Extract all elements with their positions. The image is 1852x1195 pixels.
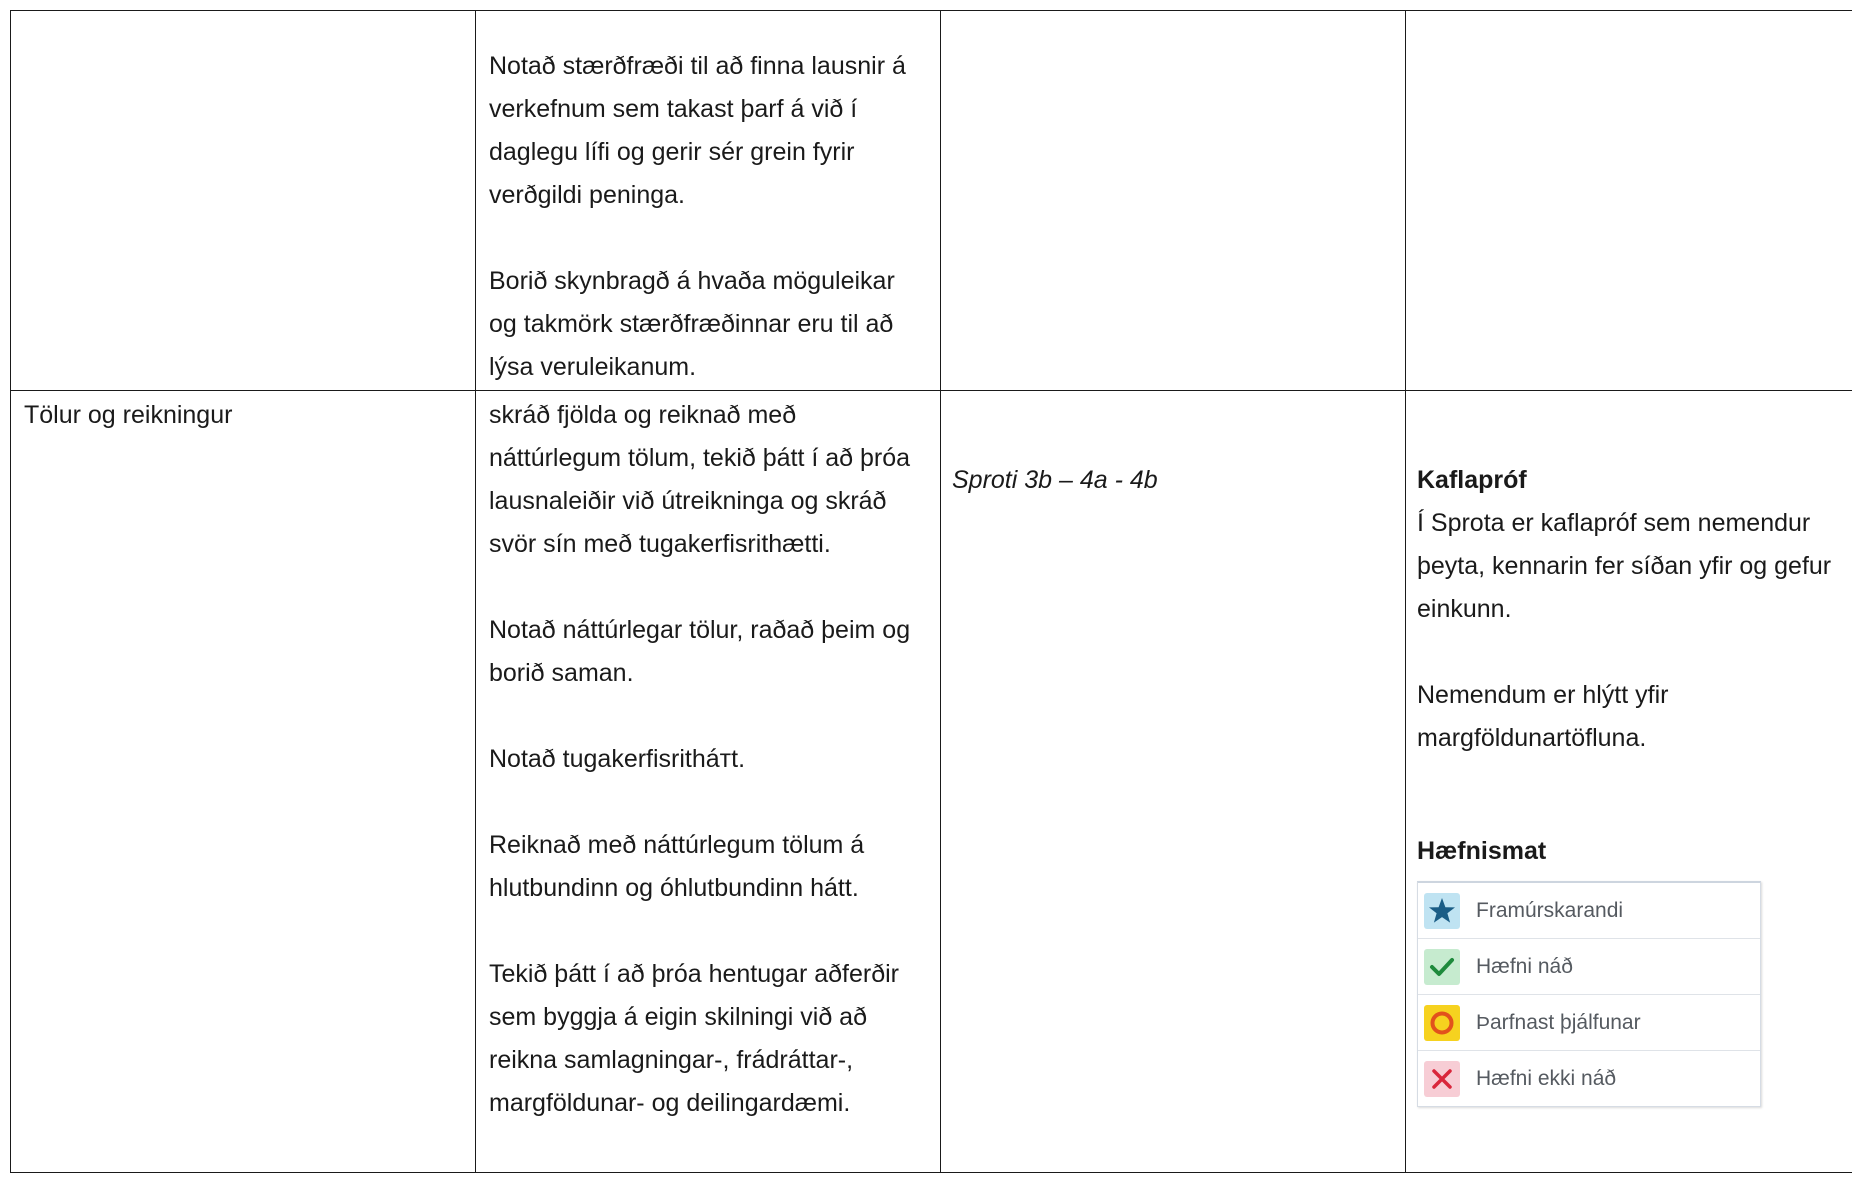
goal-paragraph: Tekið þátt í að þróa hentugar aðferðir sem byggja á eigin skilningi við að reikna samlagningar-, frádráttar-, margföldunar- og deilingardæmi.	[489, 960, 899, 1117]
competency-heading: Hæfnismat	[1417, 837, 1547, 865]
legend-item	[1418, 1051, 1760, 1106]
check-icon	[1424, 949, 1460, 985]
row2-goals-cell	[476, 391, 941, 1173]
table-row	[11, 11, 1852, 391]
assessment-heading: Kaflapróf	[1417, 466, 1527, 494]
legend-label: Framúrskarandi	[1476, 898, 1624, 922]
legend-item	[1418, 883, 1760, 939]
goal-paragraph: Notað tugakerfisritháтt.	[489, 745, 746, 773]
row2-area-cell	[11, 391, 476, 1173]
competency-legend	[1417, 881, 1761, 1107]
legend-item	[1418, 939, 1760, 995]
row1-goals-cell	[476, 11, 941, 391]
legend-label: Þarfnast þjálfunar	[1476, 1010, 1641, 1034]
row1-assessment-cell	[1406, 11, 1852, 391]
goal-paragraph: Notað stærðfræði til að finna lausnir á verkefnum sem takast þarf á við í daglegu lífi og gerir sér grein fyrir verðgildi peninga.	[489, 52, 906, 209]
legend-label: Hæfni ekki náð	[1476, 1066, 1617, 1090]
row2-material-cell	[941, 391, 1406, 1173]
star-icon	[1424, 893, 1460, 929]
cross-icon	[1424, 1061, 1460, 1097]
table-row	[11, 391, 1852, 1173]
assessment-text: Nemendum er hlýtt yfir margföldunartöfluna.	[1417, 681, 1669, 752]
row1-material-cell	[941, 11, 1406, 391]
material-reference: Sproti 3b – 4a - 4b	[952, 466, 1158, 494]
circle-icon	[1424, 1005, 1460, 1041]
goal-paragraph: Borið skynbragð á hvaða möguleikar og takmörk stærðfræðinnar eru til að lýsa veruleikanum.	[489, 267, 895, 381]
goal-paragraph: Reiknað með náttúrlegum tölum á hlutbundinn og óhlutbundinn hátt.	[489, 831, 865, 902]
goal-paragraph: Notað náttúrlegar tölur, raðað þeim og borið saman.	[489, 616, 911, 687]
row2-assessment-cell	[1406, 391, 1852, 1173]
goal-paragraph: skráð fjölda og reiknað með náttúrlegum tölum, tekið þátt í að þróa lausnaleiðir við útreikninga og skráð svör sín með tugakerfisrithætti.	[489, 401, 911, 558]
legend-item	[1418, 995, 1760, 1051]
legend-label: Hæfni náð	[1476, 954, 1573, 978]
assessment-text: Í Sprota er kaflapróf sem nemendur þeyta, kennarin fer síðan yfir og gefur einkunn.	[1417, 509, 1832, 623]
row1-area-cell	[11, 11, 476, 391]
subject-area-label: Tölur og reikningur	[24, 401, 233, 429]
curriculum-table	[10, 10, 1852, 1173]
